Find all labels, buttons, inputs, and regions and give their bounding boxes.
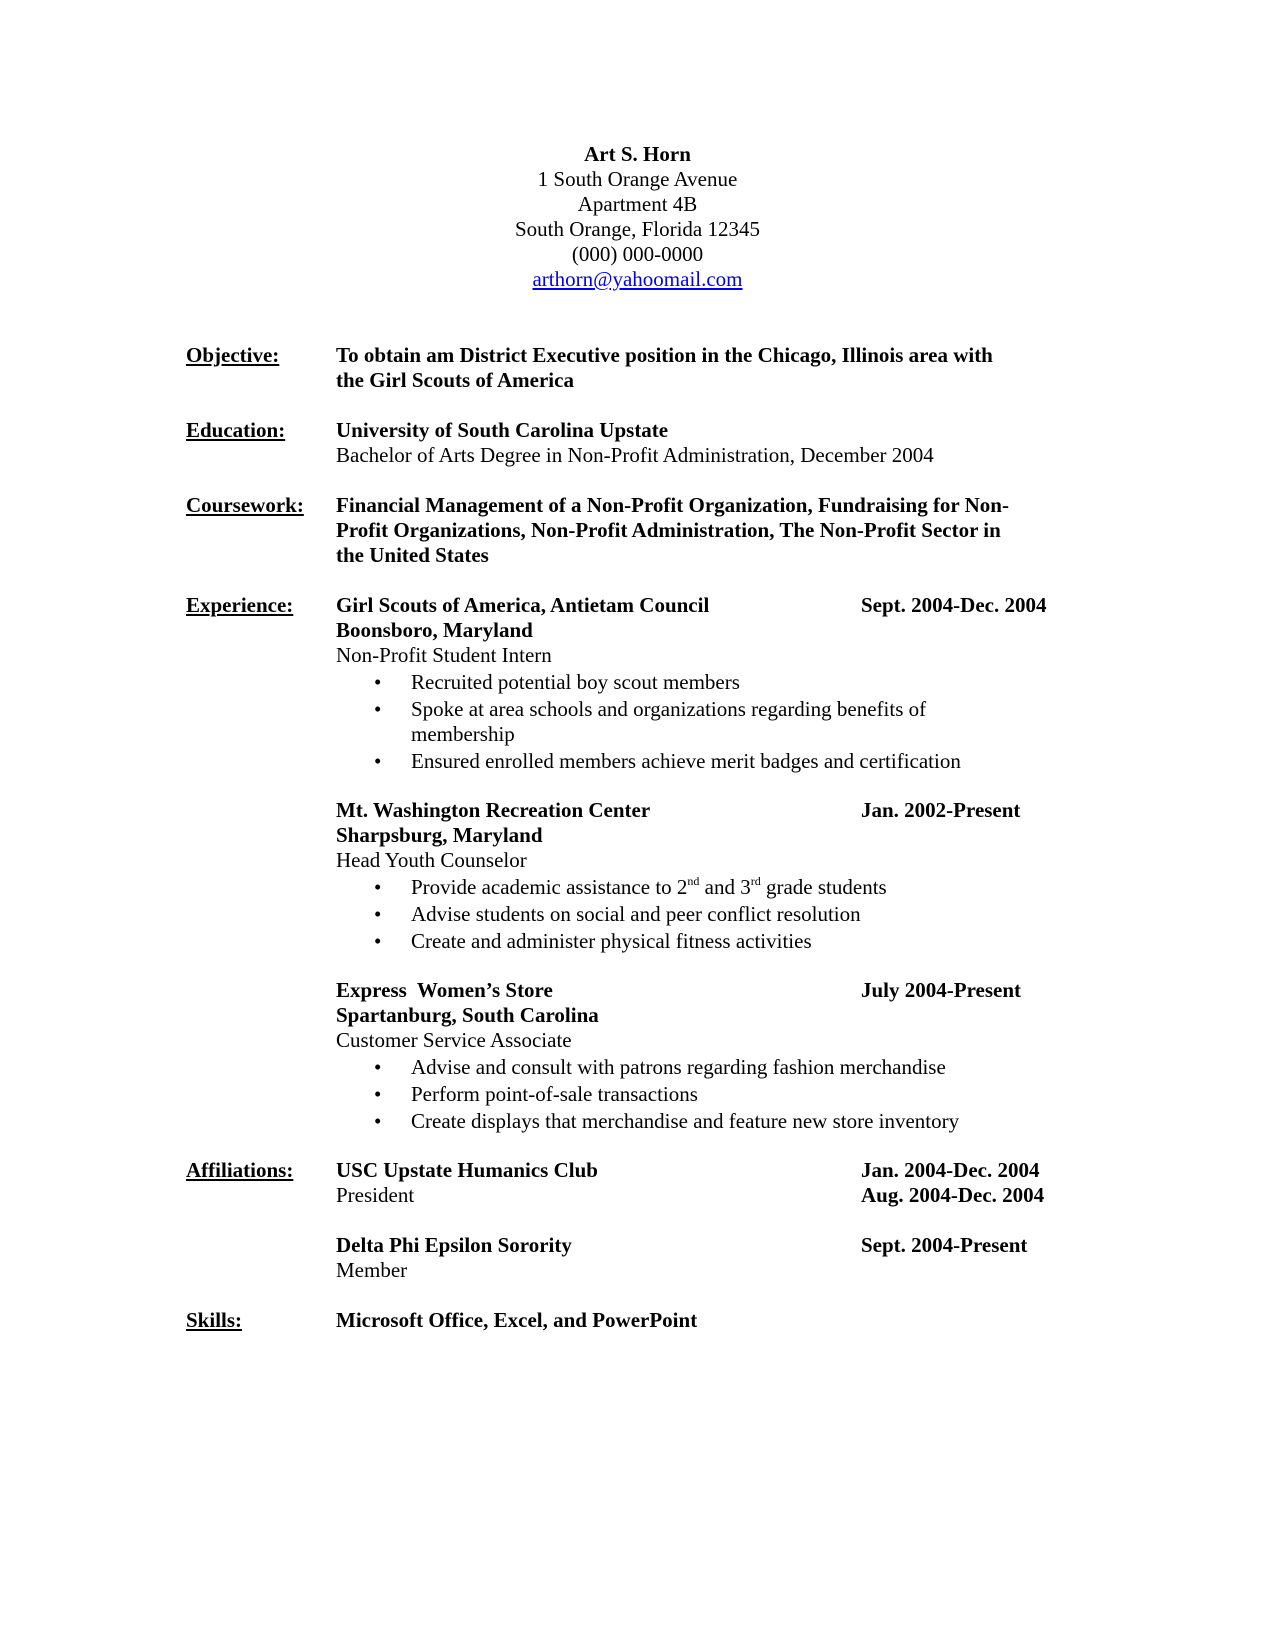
employer: Girl Scouts of America, Antietam Council (336, 593, 710, 617)
employment-dates: Sept. 2004-Dec. 2004 (861, 593, 1047, 617)
address-line-1: 1 South Orange Avenue (537, 167, 738, 191)
employer: Mt. Washington Recreation Center (336, 798, 651, 822)
duty-item: • Spoke at area schools and organizations regarding benefits of membership (374, 697, 927, 746)
affiliation-org: Delta Phi Epsilon Sorority (336, 1233, 572, 1257)
duties-list (336, 670, 1076, 774)
experience-label: Experience: (186, 593, 294, 617)
education-section (336, 418, 1076, 468)
bullet-icon: • (374, 875, 382, 899)
job-location: Boonsboro, Maryland (336, 618, 533, 642)
job-location: Spartanburg, South Carolina (336, 1003, 599, 1027)
affiliation-org: USC Upstate Humanics Club (336, 1158, 598, 1182)
affiliation-role: President (336, 1183, 415, 1207)
bullet-icon: • (374, 697, 382, 721)
duties-list (336, 1055, 1076, 1134)
duty-item: • Advise students on social and peer conflict resolution (374, 902, 861, 926)
coursework-text (336, 493, 1076, 568)
phone: (000) 000-0000 (571, 242, 704, 266)
experience-item (336, 593, 1076, 774)
affiliations-label: Affiliations: (186, 1158, 294, 1182)
bullet-icon: • (374, 670, 382, 694)
employment-dates: July 2004-Present (861, 978, 1022, 1002)
job-title: Head Youth Counselor (336, 848, 527, 872)
email-link[interactable]: arthorn@yahoomail.com (532, 267, 743, 291)
education-label: Education: (186, 418, 286, 442)
bullet-icon: • (374, 1082, 382, 1106)
bullet-icon: • (374, 1055, 382, 1079)
affiliation-dates: Jan. 2004-Dec. 2004 (861, 1158, 1040, 1182)
school-name: University of South Carolina Upstate (336, 418, 669, 442)
employer: Express Women’s Store (336, 978, 553, 1002)
skills-label: Skills: (186, 1308, 243, 1332)
bullet-icon: • (374, 1109, 382, 1133)
duty-item: • Provide academic assistance to 2nd and 3rd grade students (374, 874, 887, 899)
experience-item (336, 798, 1076, 954)
coursework-label: Coursework: (186, 493, 304, 517)
experience-item (336, 978, 1076, 1134)
affiliation-item (336, 1158, 1076, 1208)
role-dates: Aug. 2004-Dec. 2004 (861, 1183, 1045, 1207)
job-location: Sharpsburg, Maryland (336, 823, 543, 847)
duty-item: • Create displays that merchandise and feature new store inventory (374, 1109, 960, 1133)
affiliation-item (336, 1233, 1076, 1283)
objective-line: the Girl Scouts of America (336, 368, 574, 392)
bullet-icon: • (374, 902, 382, 926)
bullet-icon: • (374, 929, 382, 953)
duties-list (336, 875, 1076, 954)
job-title: Customer Service Associate (336, 1028, 572, 1052)
contact-header (0, 142, 1275, 292)
coursework-line: Financial Management of a Non-Profit Organization, Fundraising for Non- (336, 493, 1009, 517)
job-title: Non-Profit Student Intern (336, 643, 552, 667)
applicant-name: Art S. Horn (584, 142, 691, 166)
affiliation-dates: Sept. 2004-Present (861, 1233, 1028, 1257)
duty-item: • Recruited potential boy scout members (374, 670, 740, 694)
city-state-zip: South Orange, Florida 12345 (515, 217, 760, 241)
address-line-2: Apartment 4B (577, 192, 698, 216)
degree: Bachelor of Arts Degree in Non-Profit Administration, December 2004 (336, 443, 934, 467)
coursework-line: the United States (336, 543, 489, 567)
employment-dates: Jan. 2002-Present (861, 798, 1021, 822)
duty-item: • Perform point-of-sale transactions (374, 1082, 698, 1106)
duty-item: • Create and administer physical fitness activities (374, 929, 812, 953)
duty-item: • Advise and consult with patrons regarding fashion merchandise (374, 1055, 946, 1079)
coursework-line: Profit Organizations, Non-Profit Administration, The Non-Profit Sector in (336, 518, 1001, 542)
skills-text: Microsoft Office, Excel, and PowerPoint (336, 1308, 698, 1332)
bullet-icon: • (374, 749, 382, 773)
affiliation-role: Member (336, 1258, 408, 1282)
objective-line: To obtain am District Executive position in the Chicago, Illinois area with (336, 343, 993, 367)
duty-item: • Ensured enrolled members achieve merit badges and certification (374, 749, 961, 773)
objective-label: Objective: (186, 343, 280, 367)
objective-text (336, 343, 1076, 393)
